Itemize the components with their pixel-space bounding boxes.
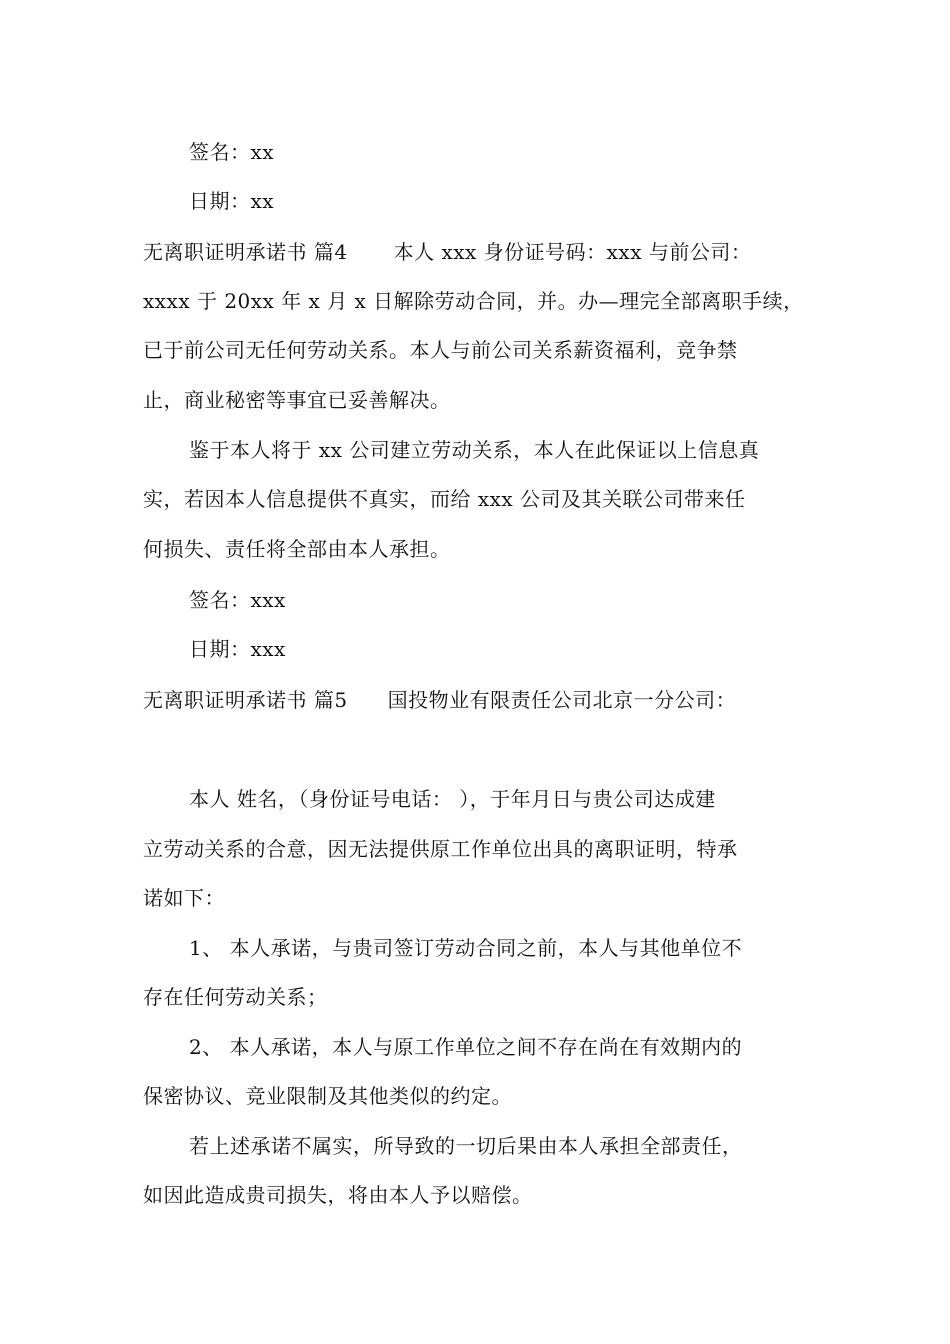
paragraph-line: 如因此造成贵司损失，将由本人予以赔偿。: [143, 1183, 533, 1207]
signature-line: 签名：xx: [189, 140, 275, 164]
list-item: 1、 本人承诺，与贵司签订劳动合同之前，本人与其他单位不: [189, 936, 743, 960]
list-item-continuation: 保密协议、竞业限制及其他类似的约定。: [143, 1084, 512, 1108]
paragraph-line: 本人 姓名，（身份证号电话： ），于年月日与贵公司达成建: [189, 787, 716, 811]
paragraph-line: 何损失、责任将全部由本人承担。: [143, 537, 451, 561]
list-item: 2、 本人承诺，本人与原工作单位之间不存在尚在有效期内的: [189, 1035, 743, 1059]
signature-line: 签名：xxx: [189, 588, 286, 612]
paragraph-line: 止，商业秘密等事宜已妥善解决。: [143, 388, 451, 412]
paragraph-line: 已于前公司无任何劳动关系。本人与前公司关系薪资福利，竞争禁: [143, 338, 738, 362]
paragraph-line: 立劳动关系的合意，因无法提供原工作单位出具的离职证明，特承: [143, 837, 738, 861]
section-5-heading: 无离职证明承诺书 篇5: [143, 688, 348, 712]
section-5-addressee: 国投物业有限责任公司北京一分公司：: [387, 688, 737, 712]
paragraph-line: 若上述承诺不属实，所导致的一切后果由本人承担全部责任，: [189, 1134, 743, 1158]
paragraph-line: 鉴于本人将于 xx 公司建立劳动关系，本人在此保证以上信息真: [189, 438, 760, 462]
date-line: 日期：xxx: [189, 637, 286, 661]
section-5-first-line: [143, 686, 736, 714]
section-4-heading: 无离职证明承诺书 篇4: [143, 240, 348, 264]
paragraph-line: 诺如下：: [143, 886, 225, 910]
paragraph-line: xxxx 于 20xx 年 x 月 x 日解除劳动合同，并。办—理完全部离职手续，: [143, 289, 804, 313]
paragraph-line: 实，若因本人信息提供不真实，而给 xxx 公司及其关联公司带来任: [143, 487, 746, 511]
date-line: 日期：xx: [189, 189, 275, 213]
section-4-text: 本人 xxx 身份证号码：xxx 与前公司：: [393, 240, 752, 264]
list-item-continuation: 存在任何劳动关系；: [143, 985, 328, 1009]
section-4-first-line: [143, 238, 751, 266]
